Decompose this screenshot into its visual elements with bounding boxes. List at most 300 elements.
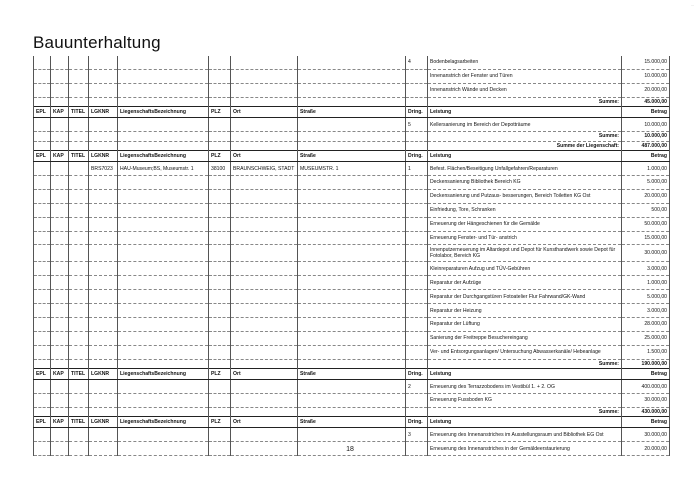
empty-cell (209, 359, 231, 369)
cell-leistung: Reparatur der Durchgangstüren Fotoatelier Flur Fahrwand/GK-Wand (428, 290, 622, 304)
table-row (34, 217, 670, 231)
cell-dring: 1 (406, 162, 428, 176)
cell-bezeichnung (118, 262, 209, 276)
cell-dring (406, 304, 428, 318)
budget-table (33, 56, 670, 456)
cell-epl (34, 304, 51, 318)
column-header-lgknr: LGKNR (89, 417, 118, 428)
cell-plz (209, 175, 231, 189)
cell-epl (34, 380, 51, 394)
cell-leistung: Erneuerung des Innenanstriches in der Gemäldeerstaurierung (428, 442, 622, 456)
cell-kap (51, 217, 69, 231)
cell-plz (209, 118, 231, 132)
cell-lgknr (89, 276, 118, 290)
cell-dring (406, 217, 428, 231)
cell-ort (231, 83, 298, 97)
empty-cell (298, 132, 406, 142)
empty-cell (231, 132, 298, 142)
cell-ort (231, 428, 298, 442)
cell-ort (231, 231, 298, 245)
cell-epl (34, 245, 51, 262)
empty-cell (231, 359, 298, 369)
page-title: Bauunterhaltung (33, 33, 161, 52)
cell-ort (231, 245, 298, 262)
empty-cell (406, 141, 428, 151)
cell-titel (69, 245, 89, 262)
cell-kap (51, 118, 69, 132)
cell-strasse (298, 290, 406, 304)
cell-kap (51, 231, 69, 245)
subtotal-label: Summe: (428, 97, 622, 107)
cell-leistung: Befest. Flächen/Beseitigung Unfallgefahren/Reparaturen (428, 162, 622, 176)
cell-ort (231, 175, 298, 189)
cell-kap (51, 304, 69, 318)
subtotal-label: Summe: (428, 359, 622, 369)
cell-bezeichnung (118, 345, 209, 359)
cell-ort (231, 331, 298, 345)
column-header-strasse: Straße (298, 369, 406, 380)
column-header-ort: Ort (231, 151, 298, 162)
column-header-epl: EPL (34, 369, 51, 380)
cell-epl (34, 428, 51, 442)
cell-strasse (298, 118, 406, 132)
column-header-betrag: Betrag (622, 151, 670, 162)
empty-cell (34, 132, 51, 142)
cell-dring (406, 394, 428, 408)
column-header-plz: PLZ (209, 107, 231, 118)
cell-epl (34, 83, 51, 97)
cell-betrag: 15.000,00 (622, 231, 670, 245)
cell-plz (209, 56, 231, 69)
cell-strasse (298, 262, 406, 276)
cell-ort: BRAUNSCHWEIG, STADT (231, 162, 298, 176)
cell-strasse (298, 69, 406, 83)
table-row (34, 118, 670, 132)
cell-ort (231, 189, 298, 203)
column-header-bezeichnung: LiegenschaftsBezeichnung (118, 369, 209, 380)
cell-strasse (298, 317, 406, 331)
column-header-epl: EPL (34, 417, 51, 428)
cell-lgknr (89, 203, 118, 217)
cell-betrag: 500,00 (622, 203, 670, 217)
cell-plz (209, 304, 231, 318)
table-row (34, 428, 670, 442)
cell-betrag: 400.000,00 (622, 380, 670, 394)
cell-titel (69, 231, 89, 245)
cell-dring (406, 189, 428, 203)
cell-dring: 5 (406, 118, 428, 132)
cell-bezeichnung (118, 189, 209, 203)
cell-betrag: 30.000,00 (622, 394, 670, 408)
column-header-titel: TITEL (69, 369, 89, 380)
subtotal-value: 430.000,00 (622, 407, 670, 417)
corner-mark: ... (690, 2, 694, 7)
cell-strasse (298, 394, 406, 408)
cell-betrag: 25.000,00 (622, 331, 670, 345)
cell-plz (209, 83, 231, 97)
table-row (34, 276, 670, 290)
cell-kap (51, 394, 69, 408)
empty-cell (209, 97, 231, 107)
cell-bezeichnung (118, 69, 209, 83)
column-header-strasse: Straße (298, 107, 406, 118)
table-row (34, 162, 670, 176)
cell-ort (231, 394, 298, 408)
cell-ort (231, 217, 298, 231)
cell-betrag: 20.000,00 (622, 442, 670, 456)
cell-leistung: Erneuerung der Hängeschienen für die Gemälde (428, 217, 622, 231)
empty-cell (298, 97, 406, 107)
cell-epl (34, 394, 51, 408)
column-header-ort: Ort (231, 369, 298, 380)
cell-bezeichnung (118, 231, 209, 245)
column-header-ort: Ort (231, 417, 298, 428)
empty-cell (34, 359, 51, 369)
cell-leistung: Deckensanierung Bibliothek Bereich KG (428, 175, 622, 189)
cell-kap (51, 331, 69, 345)
cell-kap (51, 262, 69, 276)
table-row (34, 290, 670, 304)
cell-lgknr (89, 217, 118, 231)
cell-leistung: Sanierung der Freitreppe Besuchereingang (428, 331, 622, 345)
cell-lgknr (89, 317, 118, 331)
cell-epl (34, 217, 51, 231)
property-total-value: 487.000,00 (622, 141, 670, 151)
cell-leistung: Erneuerung des Terrazzobodens im Vestibül 1. + 2. OG (428, 380, 622, 394)
column-header-row (34, 107, 670, 118)
empty-cell (231, 407, 298, 417)
cell-ort (231, 56, 298, 69)
column-header-leistung: Leistung (428, 151, 622, 162)
column-header-plz: PLZ (209, 151, 231, 162)
cell-dring (406, 245, 428, 262)
column-header-titel: TITEL (69, 151, 89, 162)
cell-leistung: Reparatur der Heizung (428, 304, 622, 318)
cell-betrag: 1.000,00 (622, 276, 670, 290)
cell-plz (209, 231, 231, 245)
cell-strasse (298, 56, 406, 69)
cell-ort (231, 304, 298, 318)
cell-lgknr (89, 394, 118, 408)
cell-strasse (298, 189, 406, 203)
column-header-plz: PLZ (209, 369, 231, 380)
cell-betrag: 50.000,00 (622, 217, 670, 231)
empty-cell (69, 132, 89, 142)
cell-kap (51, 69, 69, 83)
cell-titel (69, 203, 89, 217)
cell-titel (69, 331, 89, 345)
cell-strasse: MUSEUMSTR. 1 (298, 162, 406, 176)
subtotal-row (34, 359, 670, 369)
cell-titel (69, 290, 89, 304)
cell-bezeichnung (118, 331, 209, 345)
empty-cell (34, 97, 51, 107)
cell-lgknr (89, 189, 118, 203)
column-header-row (34, 369, 670, 380)
table-row (34, 345, 670, 359)
column-header-epl: EPL (34, 151, 51, 162)
column-header-lgknr: LGKNR (89, 369, 118, 380)
cell-epl (34, 203, 51, 217)
cell-titel (69, 262, 89, 276)
cell-titel (69, 276, 89, 290)
cell-dring (406, 262, 428, 276)
empty-cell (89, 141, 118, 151)
cell-epl (34, 69, 51, 83)
empty-cell (89, 132, 118, 142)
cell-betrag: 5.000,00 (622, 290, 670, 304)
cell-plz (209, 245, 231, 262)
empty-cell (209, 132, 231, 142)
table-row (34, 380, 670, 394)
cell-titel (69, 317, 89, 331)
cell-lgknr: BRS7023 (89, 162, 118, 176)
empty-cell (118, 141, 209, 151)
column-header-titel: TITEL (69, 417, 89, 428)
column-header-leistung: Leistung (428, 107, 622, 118)
cell-plz (209, 394, 231, 408)
column-header-titel: TITEL (69, 107, 89, 118)
cell-lgknr (89, 331, 118, 345)
cell-leistung: Bodenbelagsarbeiten (428, 56, 622, 69)
cell-lgknr (89, 245, 118, 262)
empty-cell (209, 141, 231, 151)
column-header-row (34, 417, 670, 428)
cell-ort (231, 317, 298, 331)
cell-strasse (298, 83, 406, 97)
cell-ort (231, 69, 298, 83)
cell-dring (406, 317, 428, 331)
cell-plz (209, 317, 231, 331)
cell-dring (406, 331, 428, 345)
column-header-kap: KAP (51, 369, 69, 380)
column-header-leistung: Leistung (428, 417, 622, 428)
column-header-betrag: Betrag (622, 417, 670, 428)
cell-lgknr (89, 231, 118, 245)
empty-cell (89, 407, 118, 417)
empty-cell (69, 141, 89, 151)
cell-epl (34, 262, 51, 276)
cell-plz: 38100 (209, 162, 231, 176)
cell-betrag: 5.000,00 (622, 175, 670, 189)
table-row (34, 245, 670, 262)
cell-bezeichnung (118, 175, 209, 189)
cell-betrag: 15.000,00 (622, 56, 670, 69)
cell-strasse (298, 231, 406, 245)
cell-plz (209, 345, 231, 359)
cell-dring (406, 175, 428, 189)
table-body (34, 56, 670, 456)
cell-lgknr (89, 428, 118, 442)
cell-kap (51, 428, 69, 442)
empty-cell (231, 97, 298, 107)
cell-strasse (298, 175, 406, 189)
table-row (34, 189, 670, 203)
cell-titel (69, 345, 89, 359)
cell-leistung: Innenputzerneuerung im Altardepot und Depot für Kunsthandwerk sowie Depot für Fotolabor, Bereich KG (428, 245, 622, 262)
cell-titel (69, 56, 89, 69)
cell-strasse (298, 203, 406, 217)
cell-plz (209, 380, 231, 394)
property-total-label: Summe der Liegenschaft: (428, 141, 622, 151)
column-header-dring: Dring. (406, 107, 428, 118)
empty-cell (298, 141, 406, 151)
subtotal-label: Summe: (428, 407, 622, 417)
cell-kap (51, 83, 69, 97)
empty-cell (209, 407, 231, 417)
cell-leistung: Deckensanierung und Putzaus- besserungen, Bereich Toiletten KG Ost (428, 189, 622, 203)
cell-lgknr (89, 380, 118, 394)
cell-leistung: Reparatur der Aufzüge (428, 276, 622, 290)
cell-bezeichnung (118, 317, 209, 331)
cell-betrag: 30.000,00 (622, 428, 670, 442)
cell-betrag: 20.000,00 (622, 189, 670, 203)
cell-kap (51, 290, 69, 304)
cell-betrag: 10.000,00 (622, 118, 670, 132)
cell-strasse (298, 276, 406, 290)
cell-titel (69, 162, 89, 176)
cell-epl (34, 118, 51, 132)
column-header-bezeichnung: LiegenschaftsBezeichnung (118, 107, 209, 118)
property-total-row (34, 141, 670, 151)
cell-dring (406, 69, 428, 83)
cell-titel (69, 380, 89, 394)
cell-bezeichnung (118, 83, 209, 97)
cell-titel (69, 217, 89, 231)
column-header-leistung: Leistung (428, 369, 622, 380)
cell-titel (69, 428, 89, 442)
cell-lgknr (89, 83, 118, 97)
table-row (34, 394, 670, 408)
cell-lgknr (89, 290, 118, 304)
table-row (34, 262, 670, 276)
cell-kap (51, 245, 69, 262)
cell-leistung: Erneuerung Fussboden KG (428, 394, 622, 408)
column-header-strasse: Straße (298, 417, 406, 428)
cell-bezeichnung: HAU-Museum;BS, Museumstr. 1 (118, 162, 209, 176)
cell-ort (231, 118, 298, 132)
column-header-strasse: Straße (298, 151, 406, 162)
cell-bezeichnung (118, 245, 209, 262)
empty-cell (51, 407, 69, 417)
cell-leistung: Erneuerung Fenster- und Tür- anstrich (428, 231, 622, 245)
cell-bezeichnung (118, 428, 209, 442)
cell-strasse (298, 428, 406, 442)
column-header-kap: KAP (51, 107, 69, 118)
cell-titel (69, 118, 89, 132)
column-header-kap: KAP (51, 151, 69, 162)
empty-cell (51, 141, 69, 151)
cell-dring (406, 231, 428, 245)
table-row (34, 175, 670, 189)
cell-plz (209, 290, 231, 304)
cell-dring (406, 203, 428, 217)
cell-dring: 2 (406, 380, 428, 394)
empty-cell (51, 132, 69, 142)
cell-titel (69, 304, 89, 318)
cell-dring (406, 276, 428, 290)
cell-ort (231, 203, 298, 217)
column-header-dring: Dring. (406, 369, 428, 380)
table-row (34, 317, 670, 331)
subtotal-row (34, 407, 670, 417)
cell-leistung: Innenanstrich der Fenster und Türen (428, 69, 622, 83)
cell-titel (69, 189, 89, 203)
cell-leistung: Erneuerung des Innenanstriches im Ausstellungsraum und Bibliothek EG Ost (428, 428, 622, 442)
cell-titel (69, 394, 89, 408)
cell-betrag: 1.000,00 (622, 162, 670, 176)
cell-lgknr (89, 56, 118, 69)
column-header-betrag: Betrag (622, 107, 670, 118)
cell-epl (34, 290, 51, 304)
cell-lgknr (89, 345, 118, 359)
column-header-lgknr: LGKNR (89, 107, 118, 118)
cell-epl (34, 331, 51, 345)
page-number: 18 (346, 446, 354, 453)
cell-titel (69, 175, 89, 189)
budget-table-container (33, 56, 669, 456)
empty-cell (34, 141, 51, 151)
cell-bezeichnung (118, 304, 209, 318)
empty-cell (34, 407, 51, 417)
empty-cell (89, 97, 118, 107)
cell-leistung: Ver- und Entsorgungsanlagen/ Untersuchung Abwasserkanäle/ Hebeanlage (428, 345, 622, 359)
column-header-dring: Dring. (406, 417, 428, 428)
cell-plz (209, 69, 231, 83)
cell-plz (209, 203, 231, 217)
cell-titel (69, 83, 89, 97)
cell-bezeichnung (118, 394, 209, 408)
empty-cell (118, 132, 209, 142)
cell-strasse (298, 304, 406, 318)
column-header-ort: Ort (231, 107, 298, 118)
cell-dring: 4 (406, 56, 428, 69)
table-row (34, 203, 670, 217)
cell-dring: 3 (406, 428, 428, 442)
cell-kap (51, 175, 69, 189)
cell-lgknr (89, 262, 118, 276)
subtotal-label: Summe: (428, 132, 622, 142)
cell-bezeichnung (118, 118, 209, 132)
cell-ort (231, 290, 298, 304)
column-header-bezeichnung: LiegenschaftsBezeichnung (118, 417, 209, 428)
cell-bezeichnung (118, 380, 209, 394)
cell-strasse (298, 217, 406, 231)
empty-cell (51, 97, 69, 107)
empty-cell (118, 359, 209, 369)
cell-lgknr (89, 304, 118, 318)
empty-cell (51, 359, 69, 369)
cell-ort (231, 345, 298, 359)
empty-cell (69, 97, 89, 107)
cell-bezeichnung (118, 290, 209, 304)
cell-dring (406, 290, 428, 304)
empty-cell (406, 407, 428, 417)
empty-cell (69, 359, 89, 369)
empty-cell (118, 97, 209, 107)
cell-leistung: Innenanstrich Wände und Decken (428, 83, 622, 97)
cell-epl (34, 175, 51, 189)
column-header-kap: KAP (51, 417, 69, 428)
cell-kap (51, 380, 69, 394)
cell-kap (51, 317, 69, 331)
cell-epl (34, 276, 51, 290)
cell-leistung: Kleinreparaturen Aufzug und TÜV-Gebühren (428, 262, 622, 276)
cell-strasse (298, 331, 406, 345)
cell-betrag: 3.000,00 (622, 304, 670, 318)
empty-cell (406, 359, 428, 369)
column-header-epl: EPL (34, 107, 51, 118)
